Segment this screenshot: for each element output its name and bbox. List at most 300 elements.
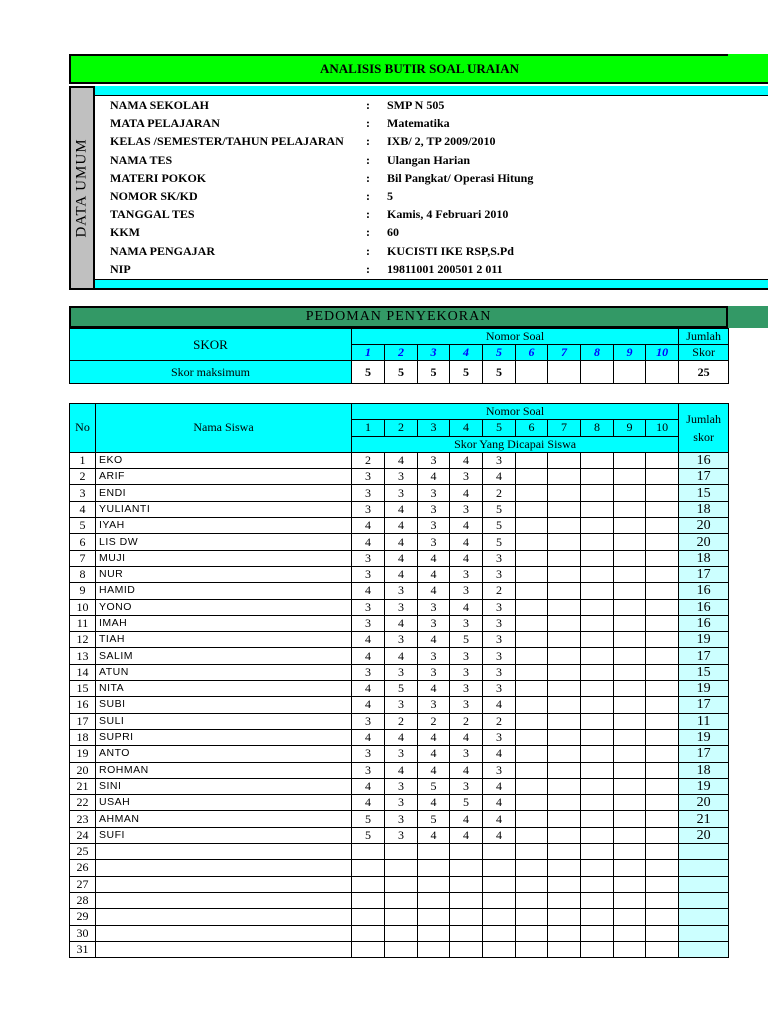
student-no: 1	[70, 452, 96, 468]
score-cell: 3	[483, 566, 516, 582]
score-cell	[516, 452, 548, 468]
score-cell	[614, 876, 646, 892]
score-cell: 3	[352, 615, 385, 631]
score-cell	[646, 860, 679, 876]
score-cell	[450, 909, 483, 925]
student-no: 17	[70, 713, 96, 729]
score-cell: 4	[450, 534, 483, 550]
score-cell	[581, 501, 614, 517]
table-row	[70, 762, 729, 778]
score-cell	[581, 664, 614, 680]
student-no: 14	[70, 664, 96, 680]
score-cell: 4	[483, 469, 516, 485]
score-cell	[548, 550, 581, 566]
score-cell	[614, 566, 646, 582]
student-total	[679, 876, 729, 892]
score-cell	[614, 860, 646, 876]
student-name	[96, 844, 352, 860]
score-cell	[548, 713, 581, 729]
soal-column-8: 8	[581, 420, 614, 436]
score-cell: 4	[418, 550, 450, 566]
score-cell	[646, 729, 679, 745]
score-cell: 3	[418, 452, 450, 468]
score-cell	[581, 615, 614, 631]
score-cell	[614, 534, 646, 550]
info-colon: :	[366, 207, 370, 222]
table-row	[70, 632, 729, 648]
table-row	[70, 534, 729, 550]
score-cell	[516, 909, 548, 925]
student-name	[96, 860, 352, 876]
student-total: 18	[679, 501, 729, 517]
student-total: 18	[679, 762, 729, 778]
score-cell	[548, 632, 581, 648]
student-total	[679, 860, 729, 876]
max-score-4: 5	[450, 361, 483, 384]
data-umum-bottom-band	[95, 279, 768, 288]
soal-column-10: 10	[646, 420, 679, 436]
score-cell	[516, 632, 548, 648]
score-cell: 5	[352, 827, 385, 843]
score-cell: 3	[483, 599, 516, 615]
score-cell: 4	[450, 762, 483, 778]
score-cell	[352, 844, 385, 860]
score-cell	[450, 941, 483, 957]
score-cell: 4	[483, 746, 516, 762]
student-name: HAMID	[96, 583, 352, 599]
score-cell	[516, 762, 548, 778]
table-row	[70, 876, 729, 892]
score-cell	[646, 827, 679, 843]
student-no: 21	[70, 778, 96, 794]
table-row	[70, 485, 729, 501]
score-cell	[646, 485, 679, 501]
score-cell	[614, 518, 646, 534]
score-cell	[581, 876, 614, 892]
table-row	[70, 469, 729, 485]
score-cell	[516, 518, 548, 534]
score-cell	[548, 844, 581, 860]
score-cell	[516, 534, 548, 550]
student-no: 29	[70, 909, 96, 925]
info-colon: :	[366, 170, 370, 185]
score-cell: 5	[450, 632, 483, 648]
student-name	[96, 941, 352, 957]
info-value: IXB/ 2, TP 2009/2010	[387, 134, 496, 149]
info-label: NOMOR SK/KD	[110, 189, 198, 203]
student-total: 17	[679, 697, 729, 713]
score-cell: 4	[352, 729, 385, 745]
student-name: SUBI	[96, 697, 352, 713]
sheet-title-text: ANALISIS BUTIR SOAL URAIAN	[319, 61, 520, 76]
score-cell: 4	[418, 746, 450, 762]
score-cell: 4	[352, 648, 385, 664]
skor-label: skor	[693, 429, 714, 444]
score-cell: 5	[483, 518, 516, 534]
score-cell	[385, 909, 418, 925]
score-cell	[516, 713, 548, 729]
score-cell	[516, 811, 548, 827]
score-cell	[581, 681, 614, 697]
max-score-8	[581, 361, 614, 384]
student-total	[679, 925, 729, 941]
student-total: 11	[679, 713, 729, 729]
table-row	[70, 566, 729, 582]
score-cell	[548, 469, 581, 485]
score-cell	[516, 469, 548, 485]
student-name: YONO	[96, 599, 352, 615]
score-cell: 2	[418, 713, 450, 729]
score-cell	[581, 583, 614, 599]
score-cell: 4	[483, 697, 516, 713]
info-label: MATERI POKOK	[110, 170, 207, 185]
student-total: 19	[679, 778, 729, 794]
score-cell	[516, 778, 548, 794]
score-cell	[516, 876, 548, 892]
score-cell: 4	[352, 681, 385, 697]
score-cell: 3	[418, 664, 450, 680]
score-cell	[581, 469, 614, 485]
score-cell	[646, 664, 679, 680]
score-cell: 3	[352, 566, 385, 582]
pedoman-title-extension	[728, 306, 768, 328]
info-label: NAMA PENGAJAR	[110, 243, 215, 258]
jumlah-skor-header	[679, 404, 729, 453]
info-label: KKM	[110, 225, 140, 240]
score-cell: 2	[483, 485, 516, 501]
student-score-table	[69, 403, 729, 958]
student-total: 19	[679, 681, 729, 697]
score-cell: 3	[385, 583, 418, 599]
score-cell: 4	[352, 632, 385, 648]
score-cell: 3	[450, 583, 483, 599]
score-cell	[385, 860, 418, 876]
score-cell	[614, 746, 646, 762]
score-cell	[614, 681, 646, 697]
score-cell: 4	[450, 518, 483, 534]
info-label: NIP	[110, 261, 131, 276]
data-umum-label: DATA UMUM	[73, 138, 90, 238]
score-cell	[581, 632, 614, 648]
score-cell	[352, 892, 385, 908]
score-cell	[614, 469, 646, 485]
score-cell	[581, 697, 614, 713]
student-name: MUJI	[96, 550, 352, 566]
student-name: IMAH	[96, 615, 352, 631]
score-cell	[418, 876, 450, 892]
max-score-1: 5	[352, 361, 385, 384]
info-value: 60	[387, 225, 399, 240]
max-score-5: 5	[483, 361, 516, 384]
max-score-7	[548, 361, 581, 384]
score-cell: 2	[483, 583, 516, 599]
info-row	[110, 242, 750, 260]
score-cell	[614, 550, 646, 566]
student-name: SALIM	[96, 648, 352, 664]
student-no: 16	[70, 697, 96, 713]
score-cell	[548, 925, 581, 941]
score-cell	[483, 876, 516, 892]
score-cell	[614, 697, 646, 713]
info-value: SMP N 505	[387, 98, 445, 112]
score-cell: 4	[450, 485, 483, 501]
table-row	[70, 518, 729, 534]
score-cell	[646, 713, 679, 729]
score-cell	[516, 599, 548, 615]
soal-column-3: 3	[418, 420, 450, 436]
score-cell: 5	[385, 681, 418, 697]
score-cell: 3	[450, 664, 483, 680]
student-no: 19	[70, 746, 96, 762]
student-no: 27	[70, 876, 96, 892]
soal-column-6: 6	[516, 420, 548, 436]
score-cell	[548, 485, 581, 501]
score-cell	[581, 778, 614, 794]
info-colon: :	[366, 152, 370, 167]
soal-column-1: 1	[352, 420, 385, 436]
soal-number-4: 4	[450, 345, 483, 361]
student-total: 16	[679, 583, 729, 599]
score-cell: 3	[418, 534, 450, 550]
student-total: 17	[679, 469, 729, 485]
info-value: Kamis, 4 Februari 2010	[387, 207, 509, 222]
student-name	[96, 925, 352, 941]
info-colon: :	[366, 116, 370, 131]
score-cell	[548, 534, 581, 550]
student-total: 17	[679, 566, 729, 582]
score-cell	[614, 615, 646, 631]
table-row	[70, 860, 729, 876]
score-cell: 3	[450, 648, 483, 664]
score-cell: 3	[385, 632, 418, 648]
score-cell	[581, 941, 614, 957]
score-cell	[352, 941, 385, 957]
score-cell: 4	[385, 501, 418, 517]
student-name: TIAH	[96, 632, 352, 648]
student-total: 20	[679, 795, 729, 811]
score-cell	[646, 681, 679, 697]
score-cell	[614, 778, 646, 794]
score-cell	[516, 844, 548, 860]
score-cell	[548, 762, 581, 778]
score-cell: 3	[385, 795, 418, 811]
score-cell: 4	[352, 778, 385, 794]
score-cell	[614, 925, 646, 941]
student-name: ROHMAN	[96, 762, 352, 778]
student-no: 13	[70, 648, 96, 664]
score-cell	[418, 892, 450, 908]
soal-column-2: 2	[385, 420, 418, 436]
score-cell: 4	[418, 566, 450, 582]
score-cell	[614, 892, 646, 908]
score-cell	[614, 811, 646, 827]
score-cell: 2	[385, 713, 418, 729]
score-cell: 5	[418, 811, 450, 827]
score-cell: 3	[352, 713, 385, 729]
score-cell	[516, 501, 548, 517]
info-colon: :	[366, 261, 370, 276]
student-name: ATUN	[96, 664, 352, 680]
student-name: SULI	[96, 713, 352, 729]
info-value: KUCISTI IKE RSP,S.Pd	[387, 243, 514, 258]
score-cell: 4	[450, 599, 483, 615]
score-cell	[548, 909, 581, 925]
score-cell: 3	[385, 485, 418, 501]
student-total: 16	[679, 599, 729, 615]
score-cell	[548, 778, 581, 794]
score-cell: 3	[352, 550, 385, 566]
score-cell: 4	[385, 452, 418, 468]
score-cell	[548, 876, 581, 892]
score-cell: 4	[450, 452, 483, 468]
table-row	[70, 811, 729, 827]
no-header: No	[70, 404, 96, 453]
table-row	[70, 729, 729, 745]
score-cell	[483, 892, 516, 908]
student-no: 20	[70, 762, 96, 778]
score-cell	[450, 860, 483, 876]
score-cell	[614, 452, 646, 468]
score-cell	[581, 746, 614, 762]
score-cell	[614, 599, 646, 615]
student-no: 18	[70, 729, 96, 745]
score-cell: 3	[352, 664, 385, 680]
table-row	[70, 713, 729, 729]
score-cell: 3	[418, 648, 450, 664]
student-rows	[70, 452, 729, 957]
table-row	[70, 795, 729, 811]
max-score-9	[614, 361, 646, 384]
score-cell: 3	[483, 452, 516, 468]
score-cell	[483, 925, 516, 941]
info-label: TANGGAL TES	[110, 207, 195, 222]
soal-column-9: 9	[614, 420, 646, 436]
score-cell	[646, 762, 679, 778]
score-cell	[418, 909, 450, 925]
score-cell: 3	[385, 746, 418, 762]
score-cell	[581, 762, 614, 778]
score-cell: 3	[450, 469, 483, 485]
student-total: 21	[679, 811, 729, 827]
score-cell	[646, 518, 679, 534]
score-cell	[581, 860, 614, 876]
score-cell	[646, 599, 679, 615]
score-cell	[548, 892, 581, 908]
score-cell	[516, 827, 548, 843]
student-total	[679, 892, 729, 908]
score-cell	[352, 876, 385, 892]
table-row	[70, 697, 729, 713]
skor-maksimum-row	[70, 361, 729, 384]
student-no: 31	[70, 941, 96, 957]
score-cell	[548, 697, 581, 713]
table-row	[70, 583, 729, 599]
score-cell: 3	[352, 485, 385, 501]
score-cell: 3	[483, 762, 516, 778]
soal-number-3: 3	[418, 345, 450, 361]
score-cell: 4	[385, 518, 418, 534]
score-cell	[614, 501, 646, 517]
score-cell	[352, 860, 385, 876]
skor-header: SKOR	[70, 329, 352, 361]
info-row	[110, 260, 750, 278]
score-cell	[646, 876, 679, 892]
table-row	[70, 778, 729, 794]
score-cell: 4	[385, 534, 418, 550]
student-no: 6	[70, 534, 96, 550]
score-cell	[581, 909, 614, 925]
score-cell	[548, 860, 581, 876]
score-cell	[581, 827, 614, 843]
table-row	[70, 827, 729, 843]
score-cell: 4	[418, 632, 450, 648]
score-cell: 4	[483, 827, 516, 843]
score-cell: 3	[352, 762, 385, 778]
score-cell	[614, 827, 646, 843]
soal-number-8: 8	[581, 345, 614, 361]
score-cell: 3	[418, 501, 450, 517]
score-cell: 3	[385, 697, 418, 713]
student-total: 16	[679, 615, 729, 631]
table-row	[70, 452, 729, 468]
score-cell	[581, 566, 614, 582]
score-cell	[614, 795, 646, 811]
score-cell: 5	[483, 501, 516, 517]
score-cell	[548, 501, 581, 517]
score-cell: 3	[385, 599, 418, 615]
table-row	[70, 664, 729, 680]
score-cell	[646, 697, 679, 713]
student-name: EKO	[96, 452, 352, 468]
score-cell	[548, 941, 581, 957]
student-no: 12	[70, 632, 96, 648]
score-cell: 3	[418, 518, 450, 534]
max-score-6	[516, 361, 548, 384]
score-cell	[516, 795, 548, 811]
sheet-title	[69, 54, 768, 84]
table-row	[70, 648, 729, 664]
score-cell	[646, 746, 679, 762]
score-cell	[646, 925, 679, 941]
table-row	[70, 844, 729, 860]
student-name: SUPRI	[96, 729, 352, 745]
score-cell	[516, 697, 548, 713]
score-cell: 3	[450, 615, 483, 631]
score-cell	[385, 941, 418, 957]
score-cell: 3	[450, 681, 483, 697]
soal-number-2: 2	[385, 345, 418, 361]
score-cell	[646, 892, 679, 908]
score-cell	[548, 795, 581, 811]
score-cell	[418, 844, 450, 860]
score-cell: 3	[418, 697, 450, 713]
student-no: 10	[70, 599, 96, 615]
score-cell	[581, 550, 614, 566]
table-row	[70, 925, 729, 941]
info-label: MATA PELAJARAN	[110, 116, 220, 131]
score-cell: 4	[418, 681, 450, 697]
student-total: 20	[679, 534, 729, 550]
score-cell: 4	[450, 729, 483, 745]
score-cell: 4	[418, 469, 450, 485]
score-cell: 4	[418, 729, 450, 745]
soal-column-7: 7	[548, 420, 581, 436]
student-name: YULIANTI	[96, 501, 352, 517]
score-cell: 3	[450, 501, 483, 517]
score-cell	[418, 941, 450, 957]
score-cell	[614, 909, 646, 925]
score-cell	[646, 909, 679, 925]
